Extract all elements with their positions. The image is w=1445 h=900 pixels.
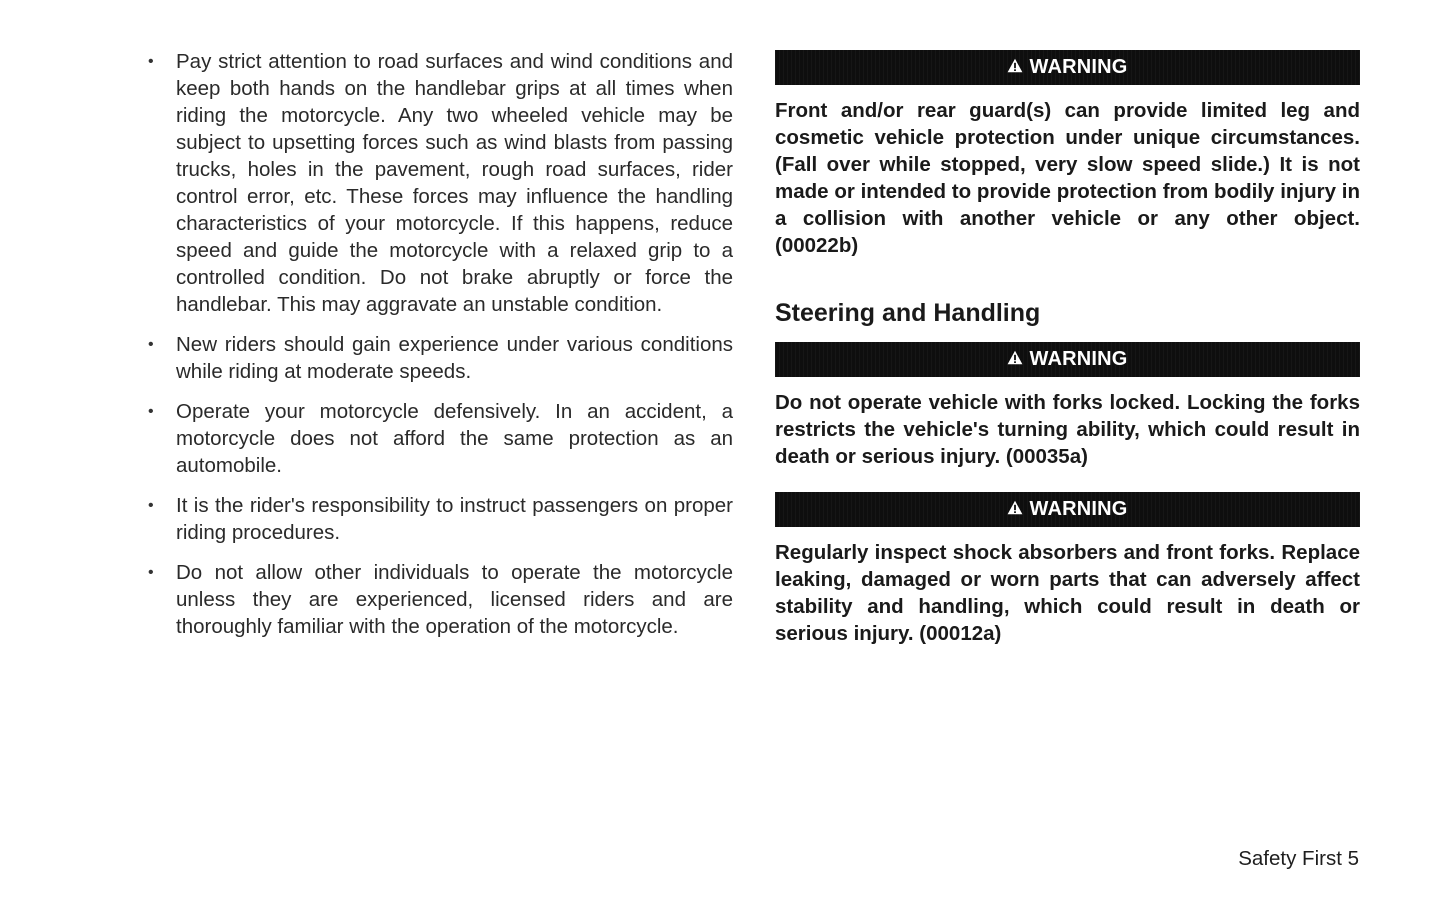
bullet-dot: •	[148, 403, 154, 420]
warning-triangle-icon	[1007, 500, 1023, 520]
bullet-item	[148, 48, 733, 318]
warning-label: WARNING	[1029, 498, 1128, 520]
warning-triangle-icon	[1007, 58, 1023, 78]
bullet-dot: •	[148, 336, 154, 353]
bullet-text: Pay strict attention to road surfaces and wind conditions and keep both hands on the handlebar grips at all times when riding the motorcycle. Any two wheeled vehicle may be subject to upsetting forces such as wind blasts from passing trucks, holes in the pavement, rough road surfaces, rider control error, etc. These forces may influence the handling characteristics of your motorcycle. If this happens, reduce speed and guide the motorcycle with a relaxed grip to a controlled condition. Do not brake abruptly or force the handlebar. This may aggravate an unstable condition.	[176, 50, 733, 316]
page-footer: Safety First 5	[1238, 847, 1359, 870]
warning-label: WARNING	[1029, 56, 1128, 78]
bullet-dot: •	[148, 564, 154, 581]
warning-block-shock-absorbers	[775, 492, 1360, 647]
bullet-item	[148, 559, 733, 640]
safety-bullet-list	[148, 48, 733, 640]
bullet-item	[148, 398, 733, 479]
bullet-item	[148, 492, 733, 546]
warning-block-guards	[775, 50, 1360, 259]
right-column	[775, 50, 1360, 647]
warning-block-forks-locked	[775, 342, 1360, 470]
warning-text: Do not operate vehicle with forks locked. Locking the forks restricts the vehicle's turning ability, which could result in death or serious injury. (00035a)	[775, 391, 1360, 468]
warning-text: Front and/or rear guard(s) can provide limited leg and cosmetic vehicle protection under unique circumstances. (Fall over while stopped, very slow speed slide.) It is not made or intended to provide protection from bodily injury in a collision with another vehicle or any other object. (00022b)	[775, 99, 1360, 257]
bullet-text: Operate your motorcycle defensively. In an accident, a motorcycle does not afford the same protection as an automobile.	[176, 400, 733, 477]
bullet-item	[148, 331, 733, 385]
warning-bar	[775, 492, 1360, 527]
warning-bar	[775, 50, 1360, 85]
left-column	[148, 48, 733, 653]
bullet-text: It is the rider's responsibility to instruct passengers on proper riding procedures.	[176, 494, 733, 544]
section-heading: Steering and Handling	[775, 299, 1041, 327]
warning-bar	[775, 342, 1360, 377]
warning-triangle-icon	[1007, 350, 1023, 370]
warning-text: Regularly inspect shock absorbers and front forks. Replace leaking, damaged or worn parts that can adversely affect stability and handling, which could result in death or serious injury. (00012a)	[775, 541, 1360, 645]
bullet-text: Do not allow other individuals to operate the motorcycle unless they are experienced, licensed riders and are thoroughly familiar with the operation of the motorcycle.	[176, 561, 733, 638]
bullet-text: New riders should gain experience under various conditions while riding at moderate speeds.	[176, 333, 733, 383]
bullet-dot: •	[148, 497, 154, 514]
bullet-dot: •	[148, 53, 154, 70]
warning-label: WARNING	[1029, 348, 1128, 370]
